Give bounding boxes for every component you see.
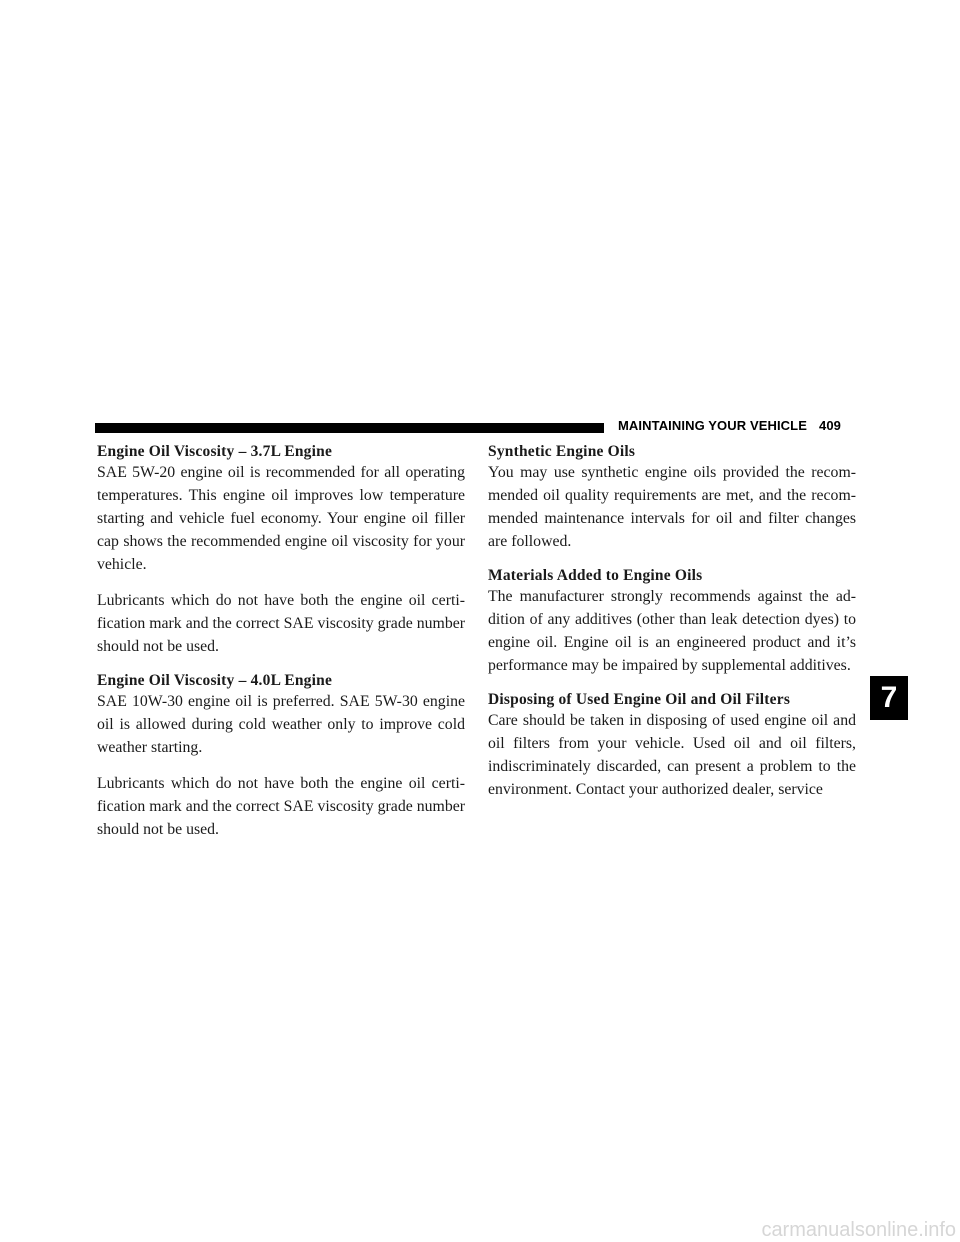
section-synthetic-oils: [488, 442, 856, 553]
section-viscosity-4-0l: [97, 671, 465, 841]
section-heading: Materials Added to Engine Oils: [488, 567, 703, 584]
left-column: [97, 442, 465, 854]
section-materials-added: [488, 566, 856, 677]
paragraph: SAE 5W-20 engine oil is recommended for all operating temperatures. This engine oil improves low temperature starting and vehicle fuel economy. Your engine oil filler cap shows the recommended engine oil viscosity for your vehicle.: [97, 464, 465, 573]
section-viscosity-3-7l: [97, 442, 465, 658]
paragraph: SAE 10W-30 engine oil is preferred. SAE 5W-30 engine oil is allowed during cold weather only to improve cold weather starting.: [97, 693, 465, 756]
chapter-tab: 7: [870, 676, 908, 720]
section-title: MAINTAINING YOUR VEHICLE: [618, 418, 807, 433]
section-disposing-oil: [488, 690, 856, 801]
paragraph: Lubricants which do not have both the engine oil certification mark and the correct SAE viscosity grade number should not be used.: [97, 775, 465, 838]
paragraph: The manufacturer strongly recommends against the addition of any additives (other than leak detection dyes) to engine oil. Engine oil is an engineered product and it’s performance may be impaired by supplemental additives.: [488, 588, 856, 674]
page-number: 409: [818, 418, 841, 433]
paragraph: Care should be taken in disposing of used engine oil and oil filters from your vehicle. Used oil and oil filters, indiscriminately discarded, can present a problem to the environment. Contact your authorized dealer, service: [488, 712, 856, 798]
running-header: [618, 418, 841, 433]
paragraph: Lubricants which do not have both the engine oil certification mark and the correct SAE viscosity grade number should not be used.: [97, 592, 465, 655]
watermark: carmanualsonline.info: [0, 1218, 960, 1242]
section-heading: Engine Oil Viscosity – 4.0L Engine: [97, 672, 333, 689]
section-heading: Disposing of Used Engine Oil and Oil Filters: [488, 691, 791, 708]
section-heading: Synthetic Engine Oils: [488, 443, 636, 460]
header-rule: [95, 423, 604, 433]
right-column: [488, 442, 856, 814]
section-heading: Engine Oil Viscosity – 3.7L Engine: [97, 443, 333, 460]
paragraph: You may use synthetic engine oils provided the recommended oil quality requirements are met, and the recommended maintenance intervals for oil and filter changes are followed.: [488, 464, 856, 550]
